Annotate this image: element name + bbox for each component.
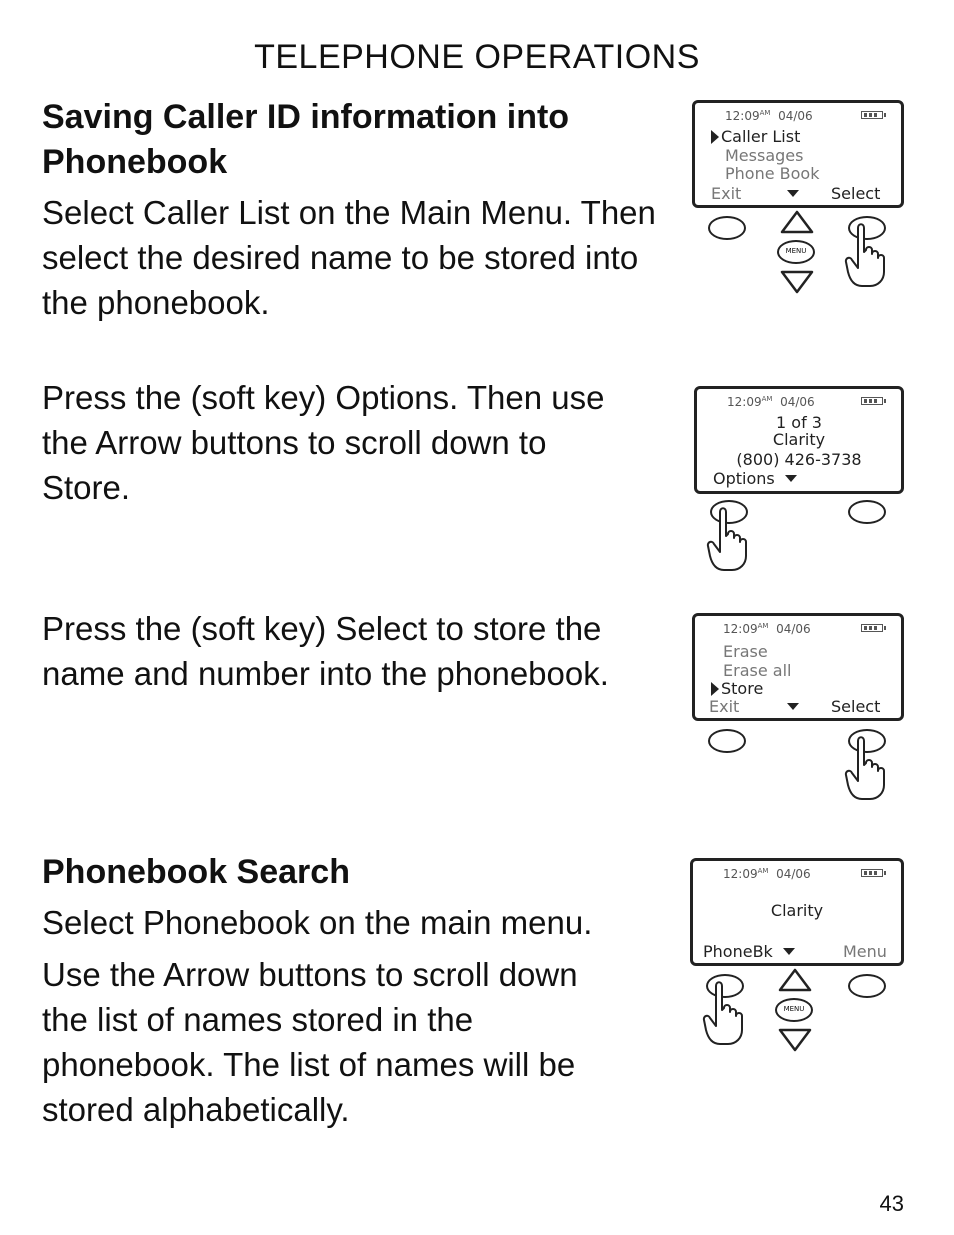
menu-item-caller-list: Caller List xyxy=(711,127,800,146)
softkey-label-phonebk: PhoneBk xyxy=(703,942,795,961)
battery-icon xyxy=(861,624,883,632)
phone-display xyxy=(690,858,904,966)
paragraph-use-arrow-buttons: Use the Arrow buttons to scroll down the list of names stored in the phonebook. The list of names will be stored alphabetically. xyxy=(42,956,578,1128)
left-softkey-button[interactable] xyxy=(708,216,746,240)
menu-item-messages: Messages xyxy=(725,146,804,165)
scroll-down-icon xyxy=(785,475,797,482)
right-softkey-button[interactable] xyxy=(848,974,886,998)
section-heading-phonebook-search: Phonebook Search xyxy=(42,853,350,891)
status-bar: $12:09^{AM}$ 04/06 xyxy=(725,109,813,123)
battery-icon xyxy=(861,869,883,877)
softkey-label-options: Options xyxy=(713,469,797,488)
down-arrow-button[interactable] xyxy=(778,1028,812,1052)
caller-name: Clarity xyxy=(772,430,826,449)
pointing-hand-icon xyxy=(702,978,746,1048)
status-bar: $12:09^{AM}$ 04/06 xyxy=(727,395,815,409)
battery-icon xyxy=(861,111,883,119)
status-bar: $12:09^{AM}$ 04/06 xyxy=(723,622,811,636)
caller-index: 1 of 3 xyxy=(776,413,822,432)
phone-illustration-store-option xyxy=(692,613,904,813)
menu-button[interactable]: MENU xyxy=(777,240,815,264)
phonebook-entry-name: Clarity xyxy=(770,901,824,920)
scroll-down-icon xyxy=(787,697,799,716)
paragraph-select-phonebook: Select Phonebook on the main menu. xyxy=(42,904,593,941)
scroll-down-icon xyxy=(787,184,799,203)
phone-illustration-caller-list xyxy=(692,100,904,300)
selection-arrow-icon xyxy=(711,682,719,696)
down-arrow-button[interactable] xyxy=(780,270,814,294)
status-bar: $12:09^{AM}$ 04/06 xyxy=(723,867,811,881)
menu-item-phone-book: Phone Book xyxy=(725,164,820,183)
up-arrow-button[interactable] xyxy=(780,210,814,234)
caller-number: (800) 426-3738 xyxy=(736,450,862,469)
page-header: TELEPHONE OPERATIONS xyxy=(254,38,700,76)
phone-illustration-caller-details xyxy=(694,386,906,576)
battery-icon xyxy=(861,397,883,405)
softkey-label-exit: Exit xyxy=(709,697,740,716)
section-heading-saving-caller-id: Saving Caller ID information into Phonebook xyxy=(42,98,570,181)
phone-display xyxy=(692,100,904,208)
paragraph-press-options: Press the (soft key) Options. Then use the Arrow buttons to scroll down to Store. xyxy=(42,379,605,506)
menu-item-store: Store xyxy=(711,679,763,698)
pointing-hand-icon xyxy=(844,733,888,803)
menu-button[interactable]: MENU xyxy=(775,998,813,1022)
phone-display xyxy=(694,386,904,494)
pointing-hand-icon xyxy=(844,220,888,290)
up-arrow-button[interactable] xyxy=(778,968,812,992)
scroll-down-icon xyxy=(783,948,795,955)
softkey-label-select: Select xyxy=(831,697,881,716)
phone-display xyxy=(692,613,904,721)
menu-item-erase: Erase xyxy=(723,642,768,661)
paragraph-press-select: Press the (soft key) Select to store the name and number into the phonebook. xyxy=(42,610,609,692)
left-softkey-button[interactable] xyxy=(708,729,746,753)
menu-item-erase-all: Erase all xyxy=(723,661,792,680)
softkey-label-select: Select xyxy=(831,184,881,203)
paragraph-select-caller-list: Select Caller List on the Main Menu. Then select the desired name to be stored into the phonebook. xyxy=(42,194,656,321)
softkey-label-exit: Exit xyxy=(711,184,742,203)
page-number: 43 xyxy=(879,1191,904,1216)
softkey-label-menu: Menu xyxy=(843,942,887,961)
selection-arrow-icon xyxy=(711,130,719,144)
phone-illustration-phonebook xyxy=(690,858,904,1058)
right-softkey-button[interactable] xyxy=(848,500,886,524)
pointing-hand-icon xyxy=(706,504,750,574)
